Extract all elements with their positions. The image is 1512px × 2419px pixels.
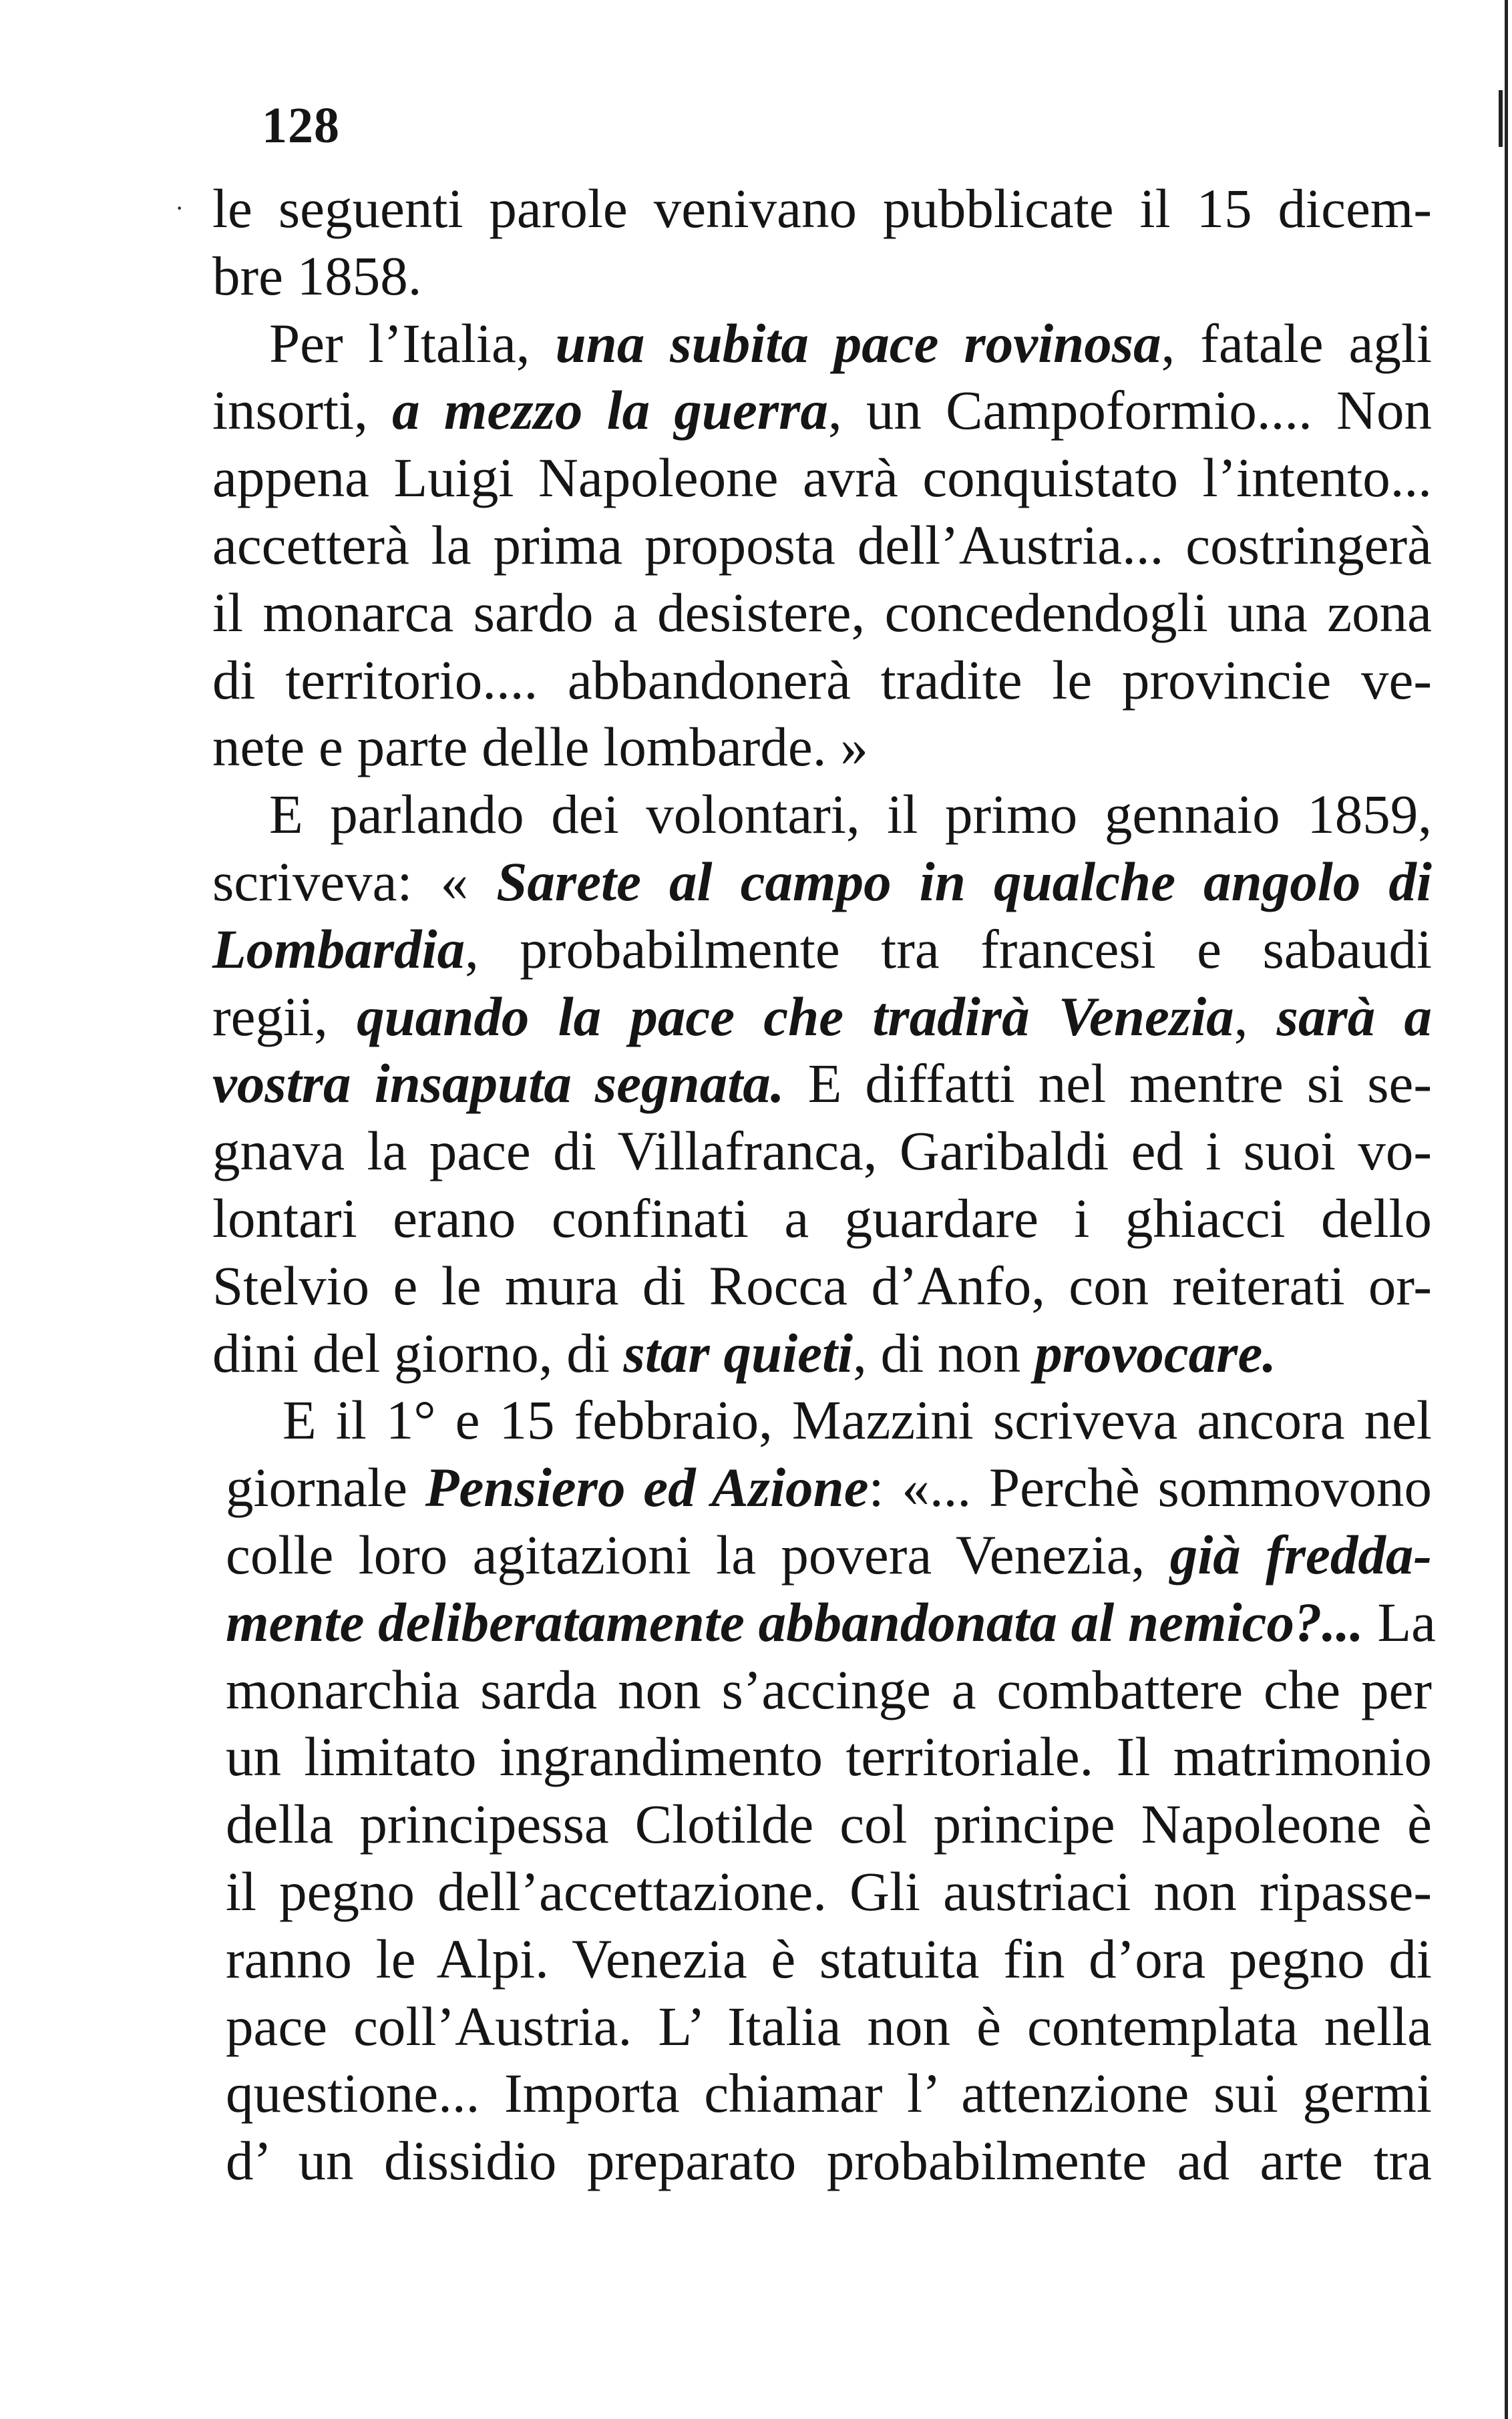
text-run: regii,	[212, 986, 357, 1047]
text-run: , di non	[853, 1322, 1035, 1384]
page-edge-mark	[1499, 90, 1503, 147]
text-line	[282, 1386, 1432, 1453]
text-run: della principessa Clotilde col principe Napoleone è	[226, 1793, 1432, 1855]
text-line	[226, 1589, 1437, 1656]
text-line	[226, 1723, 1432, 1790]
text-line	[226, 1858, 1432, 1925]
text-line	[269, 310, 1432, 377]
text-line	[226, 1454, 1432, 1521]
text-run: , un Campoformio.... Non	[827, 379, 1432, 441]
text-line	[212, 242, 1432, 309]
text-line	[226, 1993, 1432, 2060]
text-line	[212, 713, 1432, 780]
italic-phrase: una subita pace rovinosa	[555, 313, 1161, 374]
italic-phrase: Sarete al campo in qualche angolo di	[496, 851, 1432, 912]
italic-phrase: sarà a	[1276, 986, 1432, 1047]
text-line	[212, 1252, 1432, 1319]
text-run: giornale	[226, 1457, 425, 1518]
text-run: gnava la pace di Villafranca, Garibaldi ed i suoi vo-	[212, 1120, 1432, 1181]
text-run: : «... Perchè sommovono	[868, 1457, 1432, 1518]
text-run: pace coll’Austria. L’ Italia non è contemplata nella	[226, 1996, 1432, 2057]
text-line	[226, 2060, 1432, 2126]
text-run: Per l’Italia,	[269, 313, 556, 374]
text-run: E diffatti nel mentre si se-	[784, 1053, 1432, 1114]
text-line	[212, 175, 1432, 242]
text-run: , fatale agli	[1161, 313, 1432, 374]
italic-phrase: provocare.	[1034, 1322, 1277, 1384]
text-run: Stelvio e le mura di Rocca d’Anfo, con reiterati or-	[212, 1255, 1432, 1316]
text-line	[212, 1185, 1432, 1252]
text-line	[212, 579, 1432, 646]
text-line	[212, 444, 1432, 511]
text-run: le seguenti parole venivano pubblicate il 15 dicem-	[212, 178, 1432, 239]
text-run: ranno le Alpi. Venezia è statuita fin d’ora pegno di	[226, 1928, 1432, 1990]
text-line	[212, 848, 1432, 915]
italic-phrase: quando la pace che tradirà Venezia	[357, 986, 1234, 1047]
text-run: nete e parte delle lombarde. »	[212, 716, 868, 777]
text-line	[212, 1320, 1432, 1386]
text-run: scriveva: «	[212, 851, 497, 912]
text-run: La	[1363, 1592, 1437, 1653]
page-edge-line	[1505, 0, 1508, 2419]
text-run: d’ un dissidio preparato probabilmente ad arte tra	[226, 2130, 1432, 2191]
text-run: il pegno dell’accettazione. Gli austriaci non ripasse-	[226, 1861, 1432, 1922]
italic-phrase: Pensiero ed Azione	[425, 1457, 869, 1518]
text-line	[226, 1656, 1432, 1723]
page-number: 128	[262, 98, 340, 154]
text-run: bre 1858.	[212, 245, 422, 307]
text-run: questione... Importa chiamar l’ attenzione sui germi	[226, 2062, 1432, 2124]
text-run: lontari erano confinati a guardare i ghiacci dello	[212, 1187, 1432, 1249]
italic-phrase: già fredda-	[1169, 1524, 1433, 1586]
bullet-mark: ·	[175, 193, 184, 223]
text-line	[226, 1925, 1432, 1992]
italic-phrase: a mezzo la guerra	[392, 379, 828, 441]
text-line	[226, 1521, 1432, 1588]
text-line	[212, 1117, 1432, 1184]
text-run: di territorio.... abbandonerà tradite le provincie ve-	[212, 649, 1432, 711]
text-run: E parlando dei volontari, il primo gennaio 1859,	[269, 783, 1432, 845]
text-run: accetterà la prima proposta dell’Austria... costringerà	[212, 514, 1432, 576]
italic-phrase: Lombardia	[212, 918, 465, 980]
text-run: , probabilmente tra francesi e sabaudi	[465, 918, 1432, 980]
text-line	[212, 1050, 1432, 1117]
text-line	[212, 377, 1432, 443]
text-run: un limitato ingrandimento territoriale. Il matrimonio	[226, 1726, 1432, 1787]
text-line	[212, 646, 1432, 713]
text-run: il monarca sardo a desistere, concedendogli una zona	[212, 582, 1432, 643]
text-run: ,	[1234, 986, 1277, 1047]
text-line	[212, 983, 1432, 1050]
text-run: colle loro agitazioni la povera Venezia,	[226, 1524, 1170, 1586]
text-line	[269, 781, 1432, 848]
italic-phrase: mente deliberatamente abbandonata al nemico?...	[226, 1592, 1364, 1653]
text-line	[226, 2127, 1432, 2194]
italic-phrase: star quieti	[623, 1322, 854, 1384]
text-run: dini del giorno, di	[212, 1322, 624, 1384]
text-line	[212, 916, 1432, 982]
text-run: insorti,	[212, 379, 393, 441]
text-line	[212, 512, 1432, 578]
text-run: appena Luigi Napoleone avrà conquistato l’intento...	[212, 447, 1432, 508]
italic-phrase: vostra insaputa segnata.	[212, 1053, 785, 1114]
text-run: E il 1° e 15 febbraio, Mazzini scriveva ancora nel	[282, 1389, 1432, 1451]
text-line	[226, 1791, 1432, 1857]
text-run: monarchia sarda non s’accinge a combattere che per	[226, 1659, 1432, 1720]
